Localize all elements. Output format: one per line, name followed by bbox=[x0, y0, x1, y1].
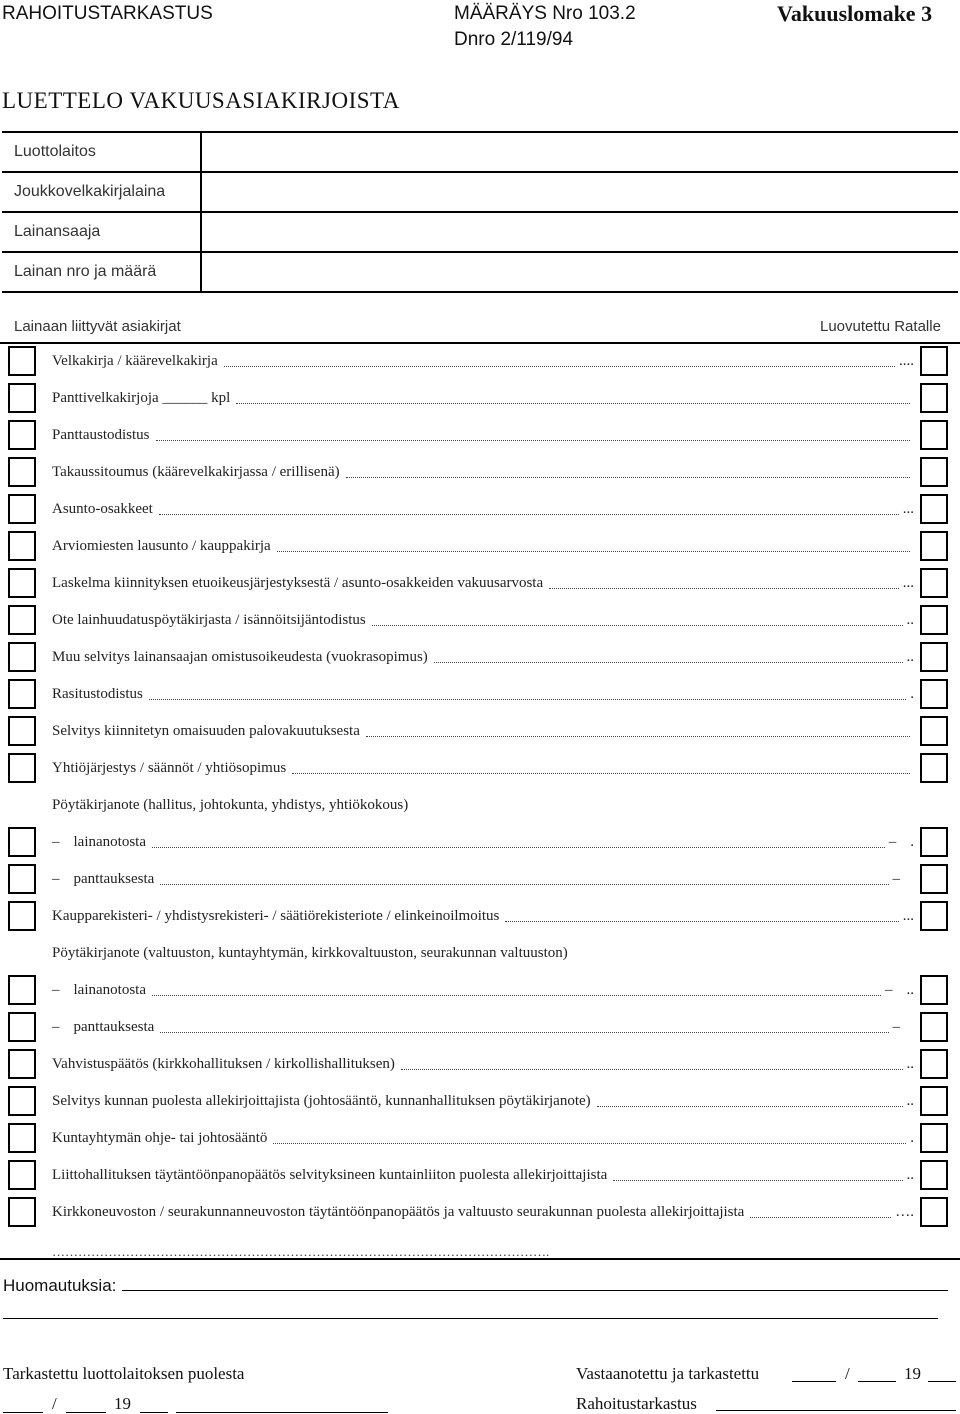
delivered-checkbox[interactable] bbox=[920, 1049, 948, 1079]
document-item bbox=[52, 827, 914, 857]
document-item-end: . bbox=[910, 1129, 914, 1146]
document-item-end: .. bbox=[906, 611, 914, 628]
dot-leader bbox=[346, 476, 910, 478]
header-agency: RAHOITUSTARKASTUS bbox=[2, 3, 213, 24]
delivered-checkbox[interactable] bbox=[920, 457, 948, 487]
document-item-label: Kirkkoneuvoston / seurakunnanneuvoston täytäntöönpanopäätös ja valtuusto seurakunnan puolesta allekirjoittajista bbox=[52, 1203, 745, 1220]
date-separator: / bbox=[845, 1364, 850, 1383]
document-item bbox=[52, 1012, 914, 1042]
lender-field[interactable] bbox=[202, 131, 958, 171]
document-item-end: ... bbox=[902, 574, 914, 591]
document-item-label: Panttivelkakirjoja ______ kpl bbox=[52, 389, 231, 406]
document-item-end bbox=[893, 871, 915, 888]
document-item-end: .... bbox=[899, 352, 914, 369]
remarks-line-1[interactable] bbox=[122, 1290, 948, 1291]
info-label: Joukkovelkakirjalaina bbox=[2, 171, 202, 211]
attached-checkbox[interactable] bbox=[8, 975, 36, 1005]
document-item-label: Kuntayhtymän ohje- tai johtosääntö bbox=[52, 1129, 268, 1146]
info-row-lender bbox=[2, 131, 958, 171]
attached-checkbox[interactable] bbox=[8, 901, 36, 931]
delivered-checkbox[interactable] bbox=[920, 1197, 948, 1227]
delivered-checkbox[interactable] bbox=[920, 1123, 948, 1153]
document-item bbox=[52, 1049, 914, 1079]
attached-checkbox[interactable] bbox=[8, 642, 36, 672]
document-item-label: – panttauksesta bbox=[52, 1019, 154, 1036]
document-item-label: – lainanotosta bbox=[52, 834, 146, 851]
loan-number-field[interactable] bbox=[202, 251, 958, 291]
document-item bbox=[52, 753, 914, 783]
section-delivered-label: Luovutettu Ratalle bbox=[820, 318, 941, 335]
delivered-checkbox[interactable] bbox=[920, 827, 948, 857]
attached-checkbox[interactable] bbox=[8, 679, 36, 709]
document-item-label: Yhtiöjärjestys / säännöt / yhtiösopimus bbox=[52, 759, 287, 776]
document-item-end: …. bbox=[895, 1203, 914, 1220]
header-dnro: Dnro 2/119/94 bbox=[454, 29, 574, 50]
document-item-label: Muu selvitys lainansaajan omistusoikeudesta (vuokrasopimus) bbox=[52, 648, 428, 665]
document-item bbox=[52, 901, 914, 931]
checked-by-label: Tarkastettu luottolaitoksen puolesta bbox=[3, 1364, 245, 1383]
authority-label: Rahoitustarkastus bbox=[576, 1394, 697, 1413]
document-item-end: – . bbox=[889, 834, 914, 851]
document-item-label: Liittohallituksen täytäntöönpanopäätös selvityksineen kuntainliiton puolesta allekirjoittajista bbox=[52, 1166, 608, 1183]
year-prefix: 19 bbox=[904, 1364, 921, 1383]
document-item-label: Selvitys kunnan puolesta allekirjoittajista (johtosääntö, kunnanhallituksen pöytäkirjanote) bbox=[52, 1092, 591, 1109]
dot-leader bbox=[366, 735, 910, 737]
document-item-label: Velkakirja / käärevelkakirja bbox=[52, 352, 218, 369]
document-item-label: – panttauksesta bbox=[52, 871, 154, 888]
delivered-checkbox[interactable] bbox=[920, 568, 948, 598]
dot-leader bbox=[277, 550, 910, 552]
document-item-end: .. bbox=[906, 1055, 914, 1072]
document-item-label: Takaussitoumus (käärevelkakirjassa / erillisenä) bbox=[52, 463, 340, 480]
delivered-checkbox[interactable] bbox=[920, 679, 948, 709]
delivered-checkbox[interactable] bbox=[920, 494, 948, 524]
dot-leader bbox=[160, 1031, 888, 1033]
page-title: LUETTELO VAKUUSASIAKIRJOISTA bbox=[2, 88, 400, 113]
attached-checkbox[interactable] bbox=[8, 1160, 36, 1190]
delivered-checkbox[interactable] bbox=[920, 1160, 948, 1190]
attached-checkbox[interactable] bbox=[8, 568, 36, 598]
document-item bbox=[52, 531, 914, 561]
delivered-checkbox[interactable] bbox=[920, 420, 948, 450]
date-separator: / bbox=[52, 1394, 57, 1413]
dot-leader bbox=[152, 994, 881, 996]
dot-leader bbox=[152, 846, 885, 848]
document-item-label: Arviomiesten lausunto / kauppakirja bbox=[52, 537, 271, 554]
attached-checkbox[interactable] bbox=[8, 716, 36, 746]
document-item bbox=[52, 457, 914, 487]
section-divider bbox=[0, 342, 960, 344]
dot-leader bbox=[224, 365, 895, 367]
document-item bbox=[52, 716, 914, 746]
delivered-checkbox[interactable] bbox=[920, 383, 948, 413]
dot-leader bbox=[160, 883, 888, 885]
document-item-label: Selvitys kiinnitetyn omaisuuden palovakuutuksesta bbox=[52, 722, 360, 739]
document-item bbox=[52, 679, 914, 709]
attached-checkbox[interactable] bbox=[8, 420, 36, 450]
dot-leader bbox=[505, 920, 898, 922]
dot-leader bbox=[434, 661, 903, 663]
bond-field[interactable] bbox=[202, 171, 958, 211]
dot-leader bbox=[273, 1142, 906, 1144]
dot-leader bbox=[159, 513, 899, 515]
attached-checkbox[interactable] bbox=[8, 753, 36, 783]
document-item-end: – .. bbox=[885, 982, 914, 999]
dot-leader bbox=[401, 1068, 903, 1070]
info-row-loan bbox=[2, 251, 958, 293]
attached-checkbox[interactable] bbox=[8, 494, 36, 524]
attached-checkbox[interactable] bbox=[8, 605, 36, 635]
attached-checkbox[interactable] bbox=[8, 531, 36, 561]
dot-leader bbox=[372, 624, 903, 626]
remarks-line-2[interactable] bbox=[3, 1318, 938, 1319]
document-item-label: Asunto-osakkeet bbox=[52, 500, 153, 517]
attached-checkbox[interactable] bbox=[8, 1086, 36, 1116]
remarks-label: Huomautuksia: bbox=[3, 1276, 117, 1295]
authority-signature-field[interactable] bbox=[716, 1410, 956, 1411]
dot-leader bbox=[613, 1179, 902, 1181]
attached-checkbox[interactable] bbox=[8, 346, 36, 376]
section-documents-label: Lainaan liittyvät asiakirjat bbox=[14, 318, 181, 335]
document-item-end: .. bbox=[906, 1166, 914, 1183]
delivered-checkbox[interactable] bbox=[920, 1012, 948, 1042]
delivered-checkbox[interactable] bbox=[920, 901, 948, 931]
delivered-checkbox[interactable] bbox=[920, 1086, 948, 1116]
list-bottom-rule bbox=[0, 1258, 960, 1260]
borrower-field[interactable] bbox=[202, 211, 958, 251]
delivered-checkbox[interactable] bbox=[920, 864, 948, 894]
header-regulation: MÄÄRÄYS Nro 103.2 bbox=[454, 3, 636, 24]
document-item-end: ... bbox=[902, 500, 914, 517]
document-item-label: Ote lainhuudatuspöytäkirjasta / isännöitsijäntodistus bbox=[52, 611, 366, 628]
document-item-label: Laskelma kiinnityksen etuoikeusjärjestyksestä / asunto-osakkeiden vakuusarvosta bbox=[52, 574, 544, 591]
document-item-end: ... bbox=[902, 907, 914, 924]
dot-leader bbox=[149, 698, 906, 700]
document-item bbox=[52, 1123, 914, 1153]
attached-checkbox[interactable] bbox=[8, 864, 36, 894]
document-item-label: Panttaustodistus bbox=[52, 426, 150, 443]
received-month-field[interactable] bbox=[858, 1381, 896, 1382]
dot-leader bbox=[549, 587, 899, 589]
extra-dotted-line: ……………………………………………………………………………………………………. bbox=[52, 1244, 550, 1259]
document-item bbox=[52, 975, 914, 1005]
received-year-field[interactable] bbox=[928, 1381, 956, 1382]
delivered-checkbox[interactable] bbox=[920, 975, 948, 1005]
delivered-checkbox[interactable] bbox=[920, 642, 948, 672]
document-item bbox=[52, 864, 914, 894]
delivered-checkbox[interactable] bbox=[920, 753, 948, 783]
document-item-label: – lainanotosta bbox=[52, 982, 146, 999]
info-row-bond bbox=[2, 171, 958, 211]
document-item bbox=[52, 346, 914, 376]
year-prefix: 19 bbox=[114, 1394, 131, 1413]
received-label: Vastaanotettu ja tarkastettu bbox=[576, 1364, 760, 1383]
document-item-label: Vahvistuspäätös (kirkkohallituksen / kirkollishallituksen) bbox=[52, 1055, 395, 1072]
dot-leader bbox=[236, 402, 910, 404]
document-item bbox=[52, 383, 914, 413]
attached-checkbox[interactable] bbox=[8, 457, 36, 487]
delivered-checkbox[interactable] bbox=[920, 716, 948, 746]
attached-checkbox[interactable] bbox=[8, 1123, 36, 1153]
attached-checkbox[interactable] bbox=[8, 1049, 36, 1079]
received-day-field[interactable] bbox=[792, 1381, 836, 1382]
attached-checkbox[interactable] bbox=[8, 1012, 36, 1042]
attached-checkbox[interactable] bbox=[8, 1197, 36, 1227]
document-item bbox=[52, 494, 914, 524]
header-form-number: Vakuuslomake 3 bbox=[777, 1, 933, 26]
document-item-end: .. bbox=[906, 1092, 914, 1109]
document-item bbox=[52, 790, 914, 820]
document-item-label: Rasitustodistus bbox=[52, 685, 143, 702]
document-item-end: .. bbox=[906, 648, 914, 665]
delivered-checkbox[interactable] bbox=[920, 531, 948, 561]
info-row-borrower bbox=[2, 211, 958, 251]
dot-leader bbox=[156, 439, 910, 441]
document-item-end: . bbox=[910, 685, 914, 702]
document-item bbox=[52, 938, 914, 968]
delivered-checkbox[interactable] bbox=[920, 346, 948, 376]
attached-checkbox[interactable] bbox=[8, 383, 36, 413]
document-item-label: Pöytäkirjanote (hallitus, johtokunta, yhdistys, yhtiökokous) bbox=[52, 796, 409, 813]
document-item-end bbox=[893, 1019, 915, 1036]
info-label: Lainan nro ja määrä bbox=[2, 251, 202, 291]
document-item bbox=[52, 605, 914, 635]
document-item bbox=[52, 420, 914, 450]
info-label: Lainansaaja bbox=[2, 211, 202, 251]
document-item-label: Kaupparekisteri- / yhdistysrekisteri- / säätiörekisteriote / elinkeinoilmoitus bbox=[52, 907, 500, 924]
document-item bbox=[52, 1160, 914, 1190]
info-label: Luottolaitos bbox=[2, 131, 202, 171]
document-item bbox=[52, 1197, 914, 1227]
document-item bbox=[52, 568, 914, 598]
delivered-checkbox[interactable] bbox=[920, 605, 948, 635]
dot-leader bbox=[750, 1216, 891, 1218]
document-item-label: Pöytäkirjanote (valtuuston, kuntayhtymän, kirkkovaltuuston, seurakunnan valtuuston) bbox=[52, 944, 568, 961]
document-item bbox=[52, 1086, 914, 1116]
attached-checkbox[interactable] bbox=[8, 827, 36, 857]
document-item bbox=[52, 642, 914, 672]
dot-leader bbox=[292, 772, 910, 774]
dot-leader bbox=[597, 1105, 903, 1107]
